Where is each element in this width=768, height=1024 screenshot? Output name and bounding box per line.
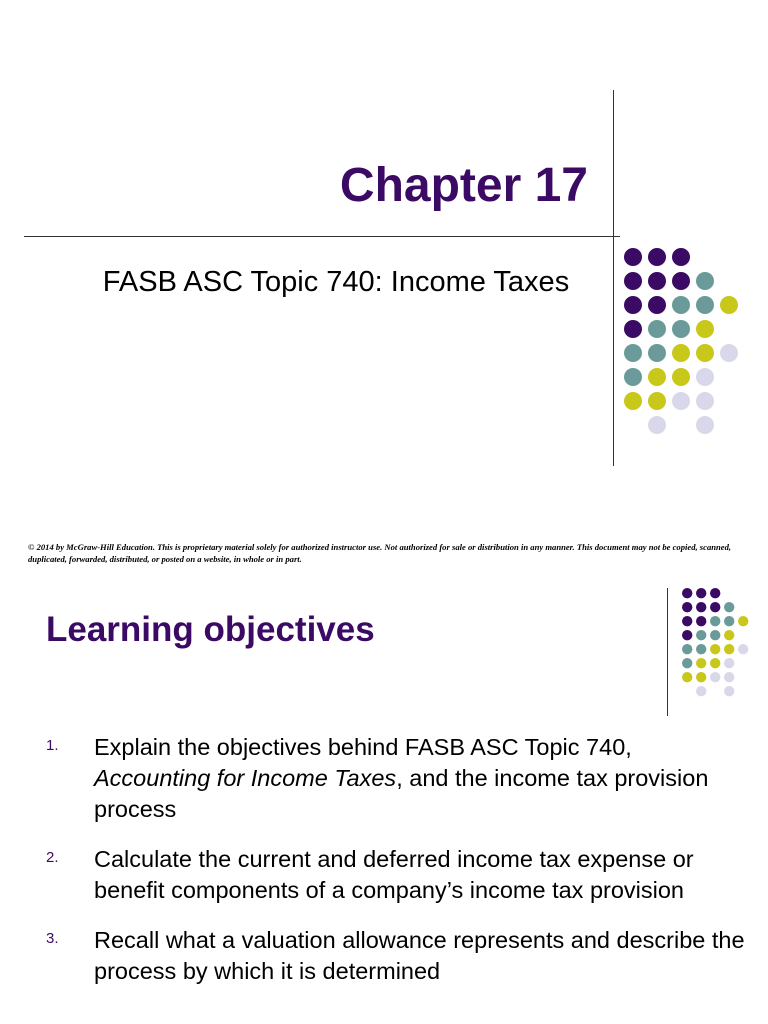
- decorative-dot: [682, 644, 692, 654]
- decorative-dot: [648, 392, 666, 410]
- decorative-dot: [624, 272, 642, 290]
- decorative-dot: [648, 344, 666, 362]
- decorative-dot: [648, 368, 666, 386]
- decorative-dot: [648, 296, 666, 314]
- decorative-dot: [682, 630, 692, 640]
- decorative-dot: [720, 344, 738, 362]
- decorative-dot: [672, 248, 690, 266]
- title-divider-vertical: [613, 90, 614, 466]
- decorative-dot: [624, 296, 642, 314]
- objectives-divider-vertical: [667, 588, 668, 716]
- objective-number: 2.: [46, 849, 59, 866]
- decorative-dot: [696, 296, 714, 314]
- decorative-dot: [648, 416, 666, 434]
- decorative-dot: [724, 630, 734, 640]
- decorative-dot: [738, 644, 748, 654]
- decorative-dot: [724, 686, 734, 696]
- objective-text: Recall what a valuation allowance represents and describe the process by which it is determined: [94, 927, 745, 984]
- decorative-dot: [696, 588, 706, 598]
- decorative-dot: [710, 672, 720, 682]
- decorative-dot: [724, 616, 734, 626]
- decorative-dot: [710, 644, 720, 654]
- learning-objectives-title: Learning objectives: [46, 610, 375, 649]
- objective-text: Explain the objectives behind FASB ASC Topic 740,: [94, 734, 632, 760]
- chapter-title: Chapter 17: [339, 159, 588, 212]
- decorative-dot: [696, 368, 714, 386]
- decorative-dot: [724, 658, 734, 668]
- objective-emphasis: Accounting for Income Taxes: [94, 765, 397, 791]
- decorative-dot: [682, 602, 692, 612]
- decorative-dot: [696, 602, 706, 612]
- decorative-dot: [696, 658, 706, 668]
- title-divider-horizontal: [24, 236, 620, 237]
- decorative-dot-grid-small: [680, 586, 760, 702]
- decorative-dot: [696, 272, 714, 290]
- decorative-dot: [696, 672, 706, 682]
- decorative-dot-grid: [622, 246, 752, 442]
- decorative-dot: [672, 368, 690, 386]
- decorative-dot: [672, 320, 690, 338]
- decorative-dot: [682, 616, 692, 626]
- decorative-dot: [710, 588, 720, 598]
- decorative-dot: [648, 320, 666, 338]
- decorative-dot: [696, 392, 714, 410]
- decorative-dot: [696, 616, 706, 626]
- objective-item: [46, 732, 746, 825]
- decorative-dot: [710, 630, 720, 640]
- decorative-dot: [696, 686, 706, 696]
- objective-text: , and the income tax provision process: [94, 765, 709, 822]
- objective-text: Calculate the current and deferred income tax expense or benefit components of a company’s income tax provision: [94, 846, 694, 903]
- decorative-dot: [724, 602, 734, 612]
- objective-number: 3.: [46, 930, 59, 947]
- decorative-dot: [624, 344, 642, 362]
- decorative-dot: [682, 672, 692, 682]
- decorative-dot: [738, 616, 748, 626]
- copyright-notice: © 2014 by McGraw-Hill Education. This is proprietary material solely for authorized instructor use. Not authorized for sale or distribution in any manner. This document may not be copied, scanned, duplicated, forwarded, distributed, or posted on a website, in whole or in part.: [28, 542, 732, 564]
- decorative-dot: [696, 630, 706, 640]
- objective-number: 1.: [46, 737, 59, 754]
- decorative-dot: [724, 644, 734, 654]
- decorative-dot: [720, 296, 738, 314]
- decorative-dot: [648, 248, 666, 266]
- decorative-dot: [648, 272, 666, 290]
- decorative-dot: [682, 588, 692, 598]
- decorative-dot: [682, 658, 692, 668]
- decorative-dot: [624, 368, 642, 386]
- decorative-dot: [710, 602, 720, 612]
- decorative-dot: [624, 320, 642, 338]
- decorative-dot: [672, 392, 690, 410]
- decorative-dot: [696, 644, 706, 654]
- decorative-dot: [710, 616, 720, 626]
- decorative-dot: [624, 392, 642, 410]
- decorative-dot: [696, 344, 714, 362]
- decorative-dot: [724, 672, 734, 682]
- decorative-dot: [624, 248, 642, 266]
- objectives-list: [46, 732, 746, 1006]
- decorative-dot: [672, 344, 690, 362]
- decorative-dot: [696, 416, 714, 434]
- chapter-subtitle: FASB ASC Topic 740: Income Taxes: [102, 266, 570, 298]
- objective-item: [46, 844, 746, 906]
- decorative-dot: [672, 296, 690, 314]
- decorative-dot: [672, 272, 690, 290]
- decorative-dot: [696, 320, 714, 338]
- decorative-dot: [710, 658, 720, 668]
- objective-item: [46, 925, 746, 987]
